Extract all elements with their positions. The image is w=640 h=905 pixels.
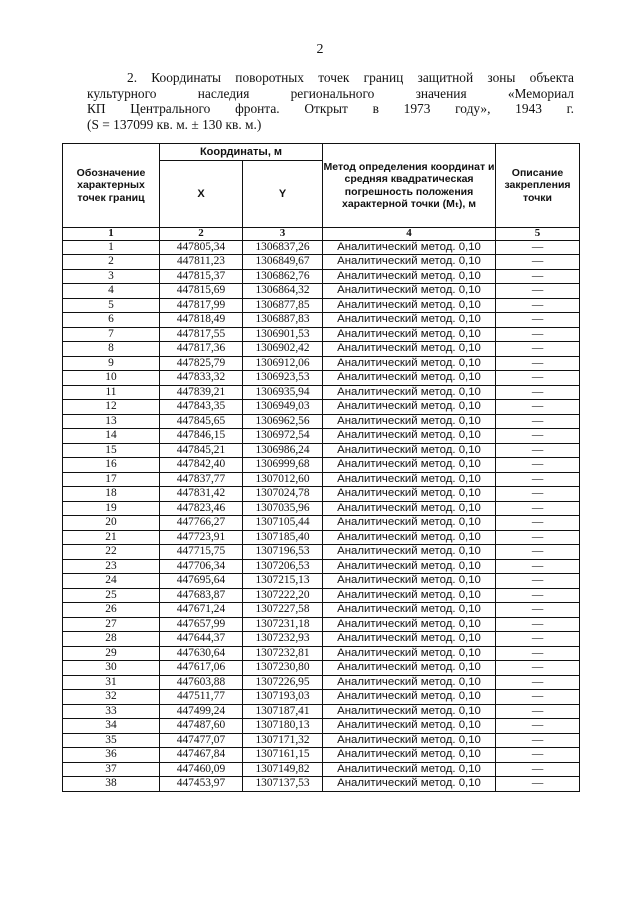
point-id-cell: 19 [63,501,160,516]
method-cell: Аналитический метод. 0,10 [323,777,496,792]
method-cell: Аналитический метод. 0,10 [323,385,496,400]
method-cell: Аналитический метод. 0,10 [323,429,496,444]
point-id-cell: 30 [63,661,160,676]
y-coordinate-cell: 1306902,42 [243,342,323,357]
method-cell: Аналитический метод. 0,10 [323,472,496,487]
table-row [63,574,580,589]
description-cell: — [496,458,580,473]
y-coordinate-cell: 1307193,03 [243,690,323,705]
method-cell: Аналитический метод. 0,10 [323,632,496,647]
description-cell: — [496,530,580,545]
table-row [63,646,580,661]
point-id-cell: 5 [63,298,160,313]
point-id-cell: 31 [63,675,160,690]
point-id-cell: 34 [63,719,160,734]
method-cell: Аналитический метод. 0,10 [323,661,496,676]
method-cell: Аналитический метод. 0,10 [323,342,496,357]
method-cell: Аналитический метод. 0,10 [323,646,496,661]
point-id-cell: 10 [63,371,160,386]
method-cell: Аналитический метод. 0,10 [323,588,496,603]
description-cell: — [496,240,580,255]
method-cell: Аналитический метод. 0,10 [323,414,496,429]
point-id-cell: 32 [63,690,160,705]
point-id-cell: 21 [63,530,160,545]
x-coordinate-cell: 447657,99 [160,617,243,632]
description-cell: — [496,516,580,531]
header-coordinates: Координаты, м [160,144,323,161]
description-cell: — [496,675,580,690]
method-cell: Аналитический метод. 0,10 [323,617,496,632]
y-coordinate-cell: 1306862,76 [243,269,323,284]
table-row [63,690,580,705]
table-row [63,675,580,690]
x-coordinate-cell: 447818,49 [160,313,243,328]
description-cell: — [496,574,580,589]
description-cell: — [496,487,580,502]
column-number: 2 [160,228,243,241]
x-coordinate-cell: 447617,06 [160,661,243,676]
x-coordinate-cell: 447723,91 [160,530,243,545]
column-number: 5 [496,228,580,241]
table-row [63,632,580,647]
x-coordinate-cell: 447630,64 [160,646,243,661]
y-coordinate-cell: 1307105,44 [243,516,323,531]
method-cell: Аналитический метод. 0,10 [323,356,496,371]
y-coordinate-cell: 1306877,85 [243,298,323,313]
y-coordinate-cell: 1306949,03 [243,400,323,415]
table-row [63,545,580,560]
description-cell: — [496,385,580,400]
method-cell: Аналитический метод. 0,10 [323,443,496,458]
description-cell: — [496,661,580,676]
table-row [63,748,580,763]
method-cell: Аналитический метод. 0,10 [323,487,496,502]
y-coordinate-cell: 1306999,68 [243,458,323,473]
point-id-cell: 33 [63,704,160,719]
y-coordinate-cell: 1307161,15 [243,748,323,763]
y-coordinate-cell: 1306935,94 [243,385,323,400]
table-row [63,733,580,748]
point-id-cell: 38 [63,777,160,792]
table-row [63,458,580,473]
table-row [63,356,580,371]
description-cell: — [496,646,580,661]
method-cell: Аналитический метод. 0,10 [323,400,496,415]
point-id-cell: 16 [63,458,160,473]
y-coordinate-cell: 1306849,67 [243,255,323,270]
point-id-cell: 8 [63,342,160,357]
table-row [63,443,580,458]
description-cell: — [496,501,580,516]
description-cell: — [496,313,580,328]
x-coordinate-cell: 447811,23 [160,255,243,270]
x-coordinate-cell: 447846,15 [160,429,243,444]
point-id-cell: 28 [63,632,160,647]
x-coordinate-cell: 447815,69 [160,284,243,299]
y-coordinate-cell: 1306923,53 [243,371,323,386]
description-cell: — [496,777,580,792]
table-row [63,342,580,357]
y-coordinate-cell: 1307196,53 [243,545,323,560]
x-coordinate-cell: 447603,88 [160,675,243,690]
point-id-cell: 25 [63,588,160,603]
heading-line-2: культурного наследия регионального значения «Мемориал [87,85,574,101]
method-cell: Аналитический метод. 0,10 [323,516,496,531]
method-cell: Аналитический метод. 0,10 [323,545,496,560]
y-coordinate-cell: 1307035,96 [243,501,323,516]
description-cell: — [496,298,580,313]
x-coordinate-cell: 447706,34 [160,559,243,574]
header-y: Y [243,161,323,228]
point-id-cell: 1 [63,240,160,255]
table-row [63,704,580,719]
column-number: 3 [243,228,323,241]
x-coordinate-cell: 447487,60 [160,719,243,734]
method-cell: Аналитический метод. 0,10 [323,371,496,386]
description-cell: — [496,719,580,734]
table-row [63,487,580,502]
method-cell: Аналитический метод. 0,10 [323,530,496,545]
table-row [63,617,580,632]
description-cell: — [496,342,580,357]
table-row [63,313,580,328]
y-coordinate-cell: 1306837,26 [243,240,323,255]
x-coordinate-cell: 447815,37 [160,269,243,284]
table-row [63,603,580,618]
point-id-cell: 36 [63,748,160,763]
x-coordinate-cell: 447839,21 [160,385,243,400]
column-number-row [63,228,580,241]
y-coordinate-cell: 1307180,13 [243,719,323,734]
x-coordinate-cell: 447823,46 [160,501,243,516]
method-cell: Аналитический метод. 0,10 [323,574,496,589]
x-coordinate-cell: 447671,24 [160,603,243,618]
description-cell: — [496,762,580,777]
description-cell: — [496,400,580,415]
point-id-cell: 26 [63,603,160,618]
table-row [63,385,580,400]
table-row [63,255,580,270]
table-row [63,777,580,792]
column-number: 4 [323,228,496,241]
point-id-cell: 29 [63,646,160,661]
x-coordinate-cell: 447766,27 [160,516,243,531]
y-coordinate-cell: 1307232,81 [243,646,323,661]
header-x: X [160,161,243,228]
y-coordinate-cell: 1307231,18 [243,617,323,632]
table-row [63,559,580,574]
point-id-cell: 17 [63,472,160,487]
x-coordinate-cell: 447511,77 [160,690,243,705]
table-row [63,501,580,516]
y-coordinate-cell: 1307215,13 [243,574,323,589]
method-cell: Аналитический метод. 0,10 [323,603,496,618]
y-coordinate-cell: 1307012,60 [243,472,323,487]
point-id-cell: 6 [63,313,160,328]
header-description: Описание закрепления точки [496,144,580,228]
method-cell: Аналитический метод. 0,10 [323,269,496,284]
description-cell: — [496,603,580,618]
y-coordinate-cell: 1306986,24 [243,443,323,458]
heading-line-4: (S = 137099 кв. м. ± 130 кв. м.) [87,116,262,132]
point-id-cell: 3 [63,269,160,284]
table-row [63,269,580,284]
y-coordinate-cell: 1307222,20 [243,588,323,603]
x-coordinate-cell: 447817,99 [160,298,243,313]
table-row [63,719,580,734]
y-coordinate-cell: 1307187,41 [243,704,323,719]
y-coordinate-cell: 1307226,95 [243,675,323,690]
x-coordinate-cell: 447499,24 [160,704,243,719]
y-coordinate-cell: 1307149,82 [243,762,323,777]
x-coordinate-cell: 447683,87 [160,588,243,603]
point-id-cell: 18 [63,487,160,502]
y-coordinate-cell: 1307024,78 [243,487,323,502]
y-coordinate-cell: 1306864,32 [243,284,323,299]
description-cell: — [496,748,580,763]
table-row [63,414,580,429]
method-cell: Аналитический метод. 0,10 [323,284,496,299]
point-id-cell: 15 [63,443,160,458]
method-cell: Аналитический метод. 0,10 [323,313,496,328]
x-coordinate-cell: 447825,79 [160,356,243,371]
point-id-cell: 4 [63,284,160,299]
point-id-cell: 11 [63,385,160,400]
method-cell: Аналитический метод. 0,10 [323,327,496,342]
table-row [63,516,580,531]
x-coordinate-cell: 447453,97 [160,777,243,792]
point-id-cell: 20 [63,516,160,531]
y-coordinate-cell: 1306962,56 [243,414,323,429]
x-coordinate-cell: 447805,34 [160,240,243,255]
method-cell: Аналитический метод. 0,10 [323,458,496,473]
table-row [63,371,580,386]
x-coordinate-cell: 447477,07 [160,733,243,748]
description-cell: — [496,545,580,560]
table-row [63,588,580,603]
y-coordinate-cell: 1306887,83 [243,313,323,328]
description-cell: — [496,414,580,429]
table-row [63,429,580,444]
y-coordinate-cell: 1307230,80 [243,661,323,676]
description-cell: — [496,472,580,487]
point-id-cell: 37 [63,762,160,777]
point-id-cell: 14 [63,429,160,444]
method-cell: Аналитический метод. 0,10 [323,704,496,719]
x-coordinate-cell: 447695,64 [160,574,243,589]
page-number: 2 [316,42,324,57]
table-row [63,661,580,676]
method-cell: Аналитический метод. 0,10 [323,240,496,255]
description-cell: — [496,588,580,603]
point-id-cell: 27 [63,617,160,632]
x-coordinate-cell: 447715,75 [160,545,243,560]
table-row [63,472,580,487]
table-row [63,240,580,255]
point-id-cell: 2 [63,255,160,270]
point-id-cell: 22 [63,545,160,560]
x-coordinate-cell: 447460,09 [160,762,243,777]
y-coordinate-cell: 1307171,32 [243,733,323,748]
x-coordinate-cell: 447833,32 [160,371,243,386]
description-cell: — [496,356,580,371]
method-cell: Аналитический метод. 0,10 [323,255,496,270]
description-cell: — [496,371,580,386]
description-cell: — [496,617,580,632]
x-coordinate-cell: 447842,40 [160,458,243,473]
point-id-cell: 13 [63,414,160,429]
x-coordinate-cell: 447831,42 [160,487,243,502]
method-cell: Аналитический метод. 0,10 [323,733,496,748]
section-heading [87,70,574,132]
method-cell: Аналитический метод. 0,10 [323,559,496,574]
y-coordinate-cell: 1307206,53 [243,559,323,574]
y-coordinate-cell: 1306972,54 [243,429,323,444]
y-coordinate-cell: 1307227,58 [243,603,323,618]
x-coordinate-cell: 447845,21 [160,443,243,458]
heading-line-1: 2. Координаты поворотных точек границ защитной зоны объекта [127,70,574,85]
description-cell: — [496,632,580,647]
x-coordinate-cell: 447817,36 [160,342,243,357]
table-row [63,762,580,777]
x-coordinate-cell: 447837,77 [160,472,243,487]
description-cell: — [496,269,580,284]
x-coordinate-cell: 447843,35 [160,400,243,415]
coordinates-table [62,143,580,792]
table-body [63,240,580,791]
point-id-cell: 7 [63,327,160,342]
point-id-cell: 24 [63,574,160,589]
description-cell: — [496,690,580,705]
table-row [63,530,580,545]
point-id-cell: 9 [63,356,160,371]
y-coordinate-cell: 1307137,53 [243,777,323,792]
y-coordinate-cell: 1307232,93 [243,632,323,647]
x-coordinate-cell: 447845,65 [160,414,243,429]
method-cell: Аналитический метод. 0,10 [323,298,496,313]
column-number: 1 [63,228,160,241]
header-point-designation: Обозначение характерных точек границ [63,144,160,228]
x-coordinate-cell: 447467,84 [160,748,243,763]
method-cell: Аналитический метод. 0,10 [323,762,496,777]
heading-line-3: КП Центрального фронта. Открыт в 1973 году», 1943 г. [87,101,574,117]
description-cell: — [496,255,580,270]
y-coordinate-cell: 1306912,06 [243,356,323,371]
description-cell: — [496,327,580,342]
method-cell: Аналитический метод. 0,10 [323,719,496,734]
table-row [63,327,580,342]
y-coordinate-cell: 1306901,53 [243,327,323,342]
x-coordinate-cell: 447644,37 [160,632,243,647]
x-coordinate-cell: 447817,55 [160,327,243,342]
header-method: Метод определения координат и средняя квадратическая погрешность положения характерной точки (Mₜ), м [323,144,496,228]
description-cell: — [496,284,580,299]
method-cell: Аналитический метод. 0,10 [323,748,496,763]
y-coordinate-cell: 1307185,40 [243,530,323,545]
method-cell: Аналитический метод. 0,10 [323,690,496,705]
description-cell: — [496,443,580,458]
point-id-cell: 12 [63,400,160,415]
description-cell: — [496,704,580,719]
method-cell: Аналитический метод. 0,10 [323,501,496,516]
description-cell: — [496,733,580,748]
method-cell: Аналитический метод. 0,10 [323,675,496,690]
table-row [63,298,580,313]
table-row [63,400,580,415]
description-cell: — [496,559,580,574]
table-row [63,284,580,299]
point-id-cell: 23 [63,559,160,574]
description-cell: — [496,429,580,444]
point-id-cell: 35 [63,733,160,748]
